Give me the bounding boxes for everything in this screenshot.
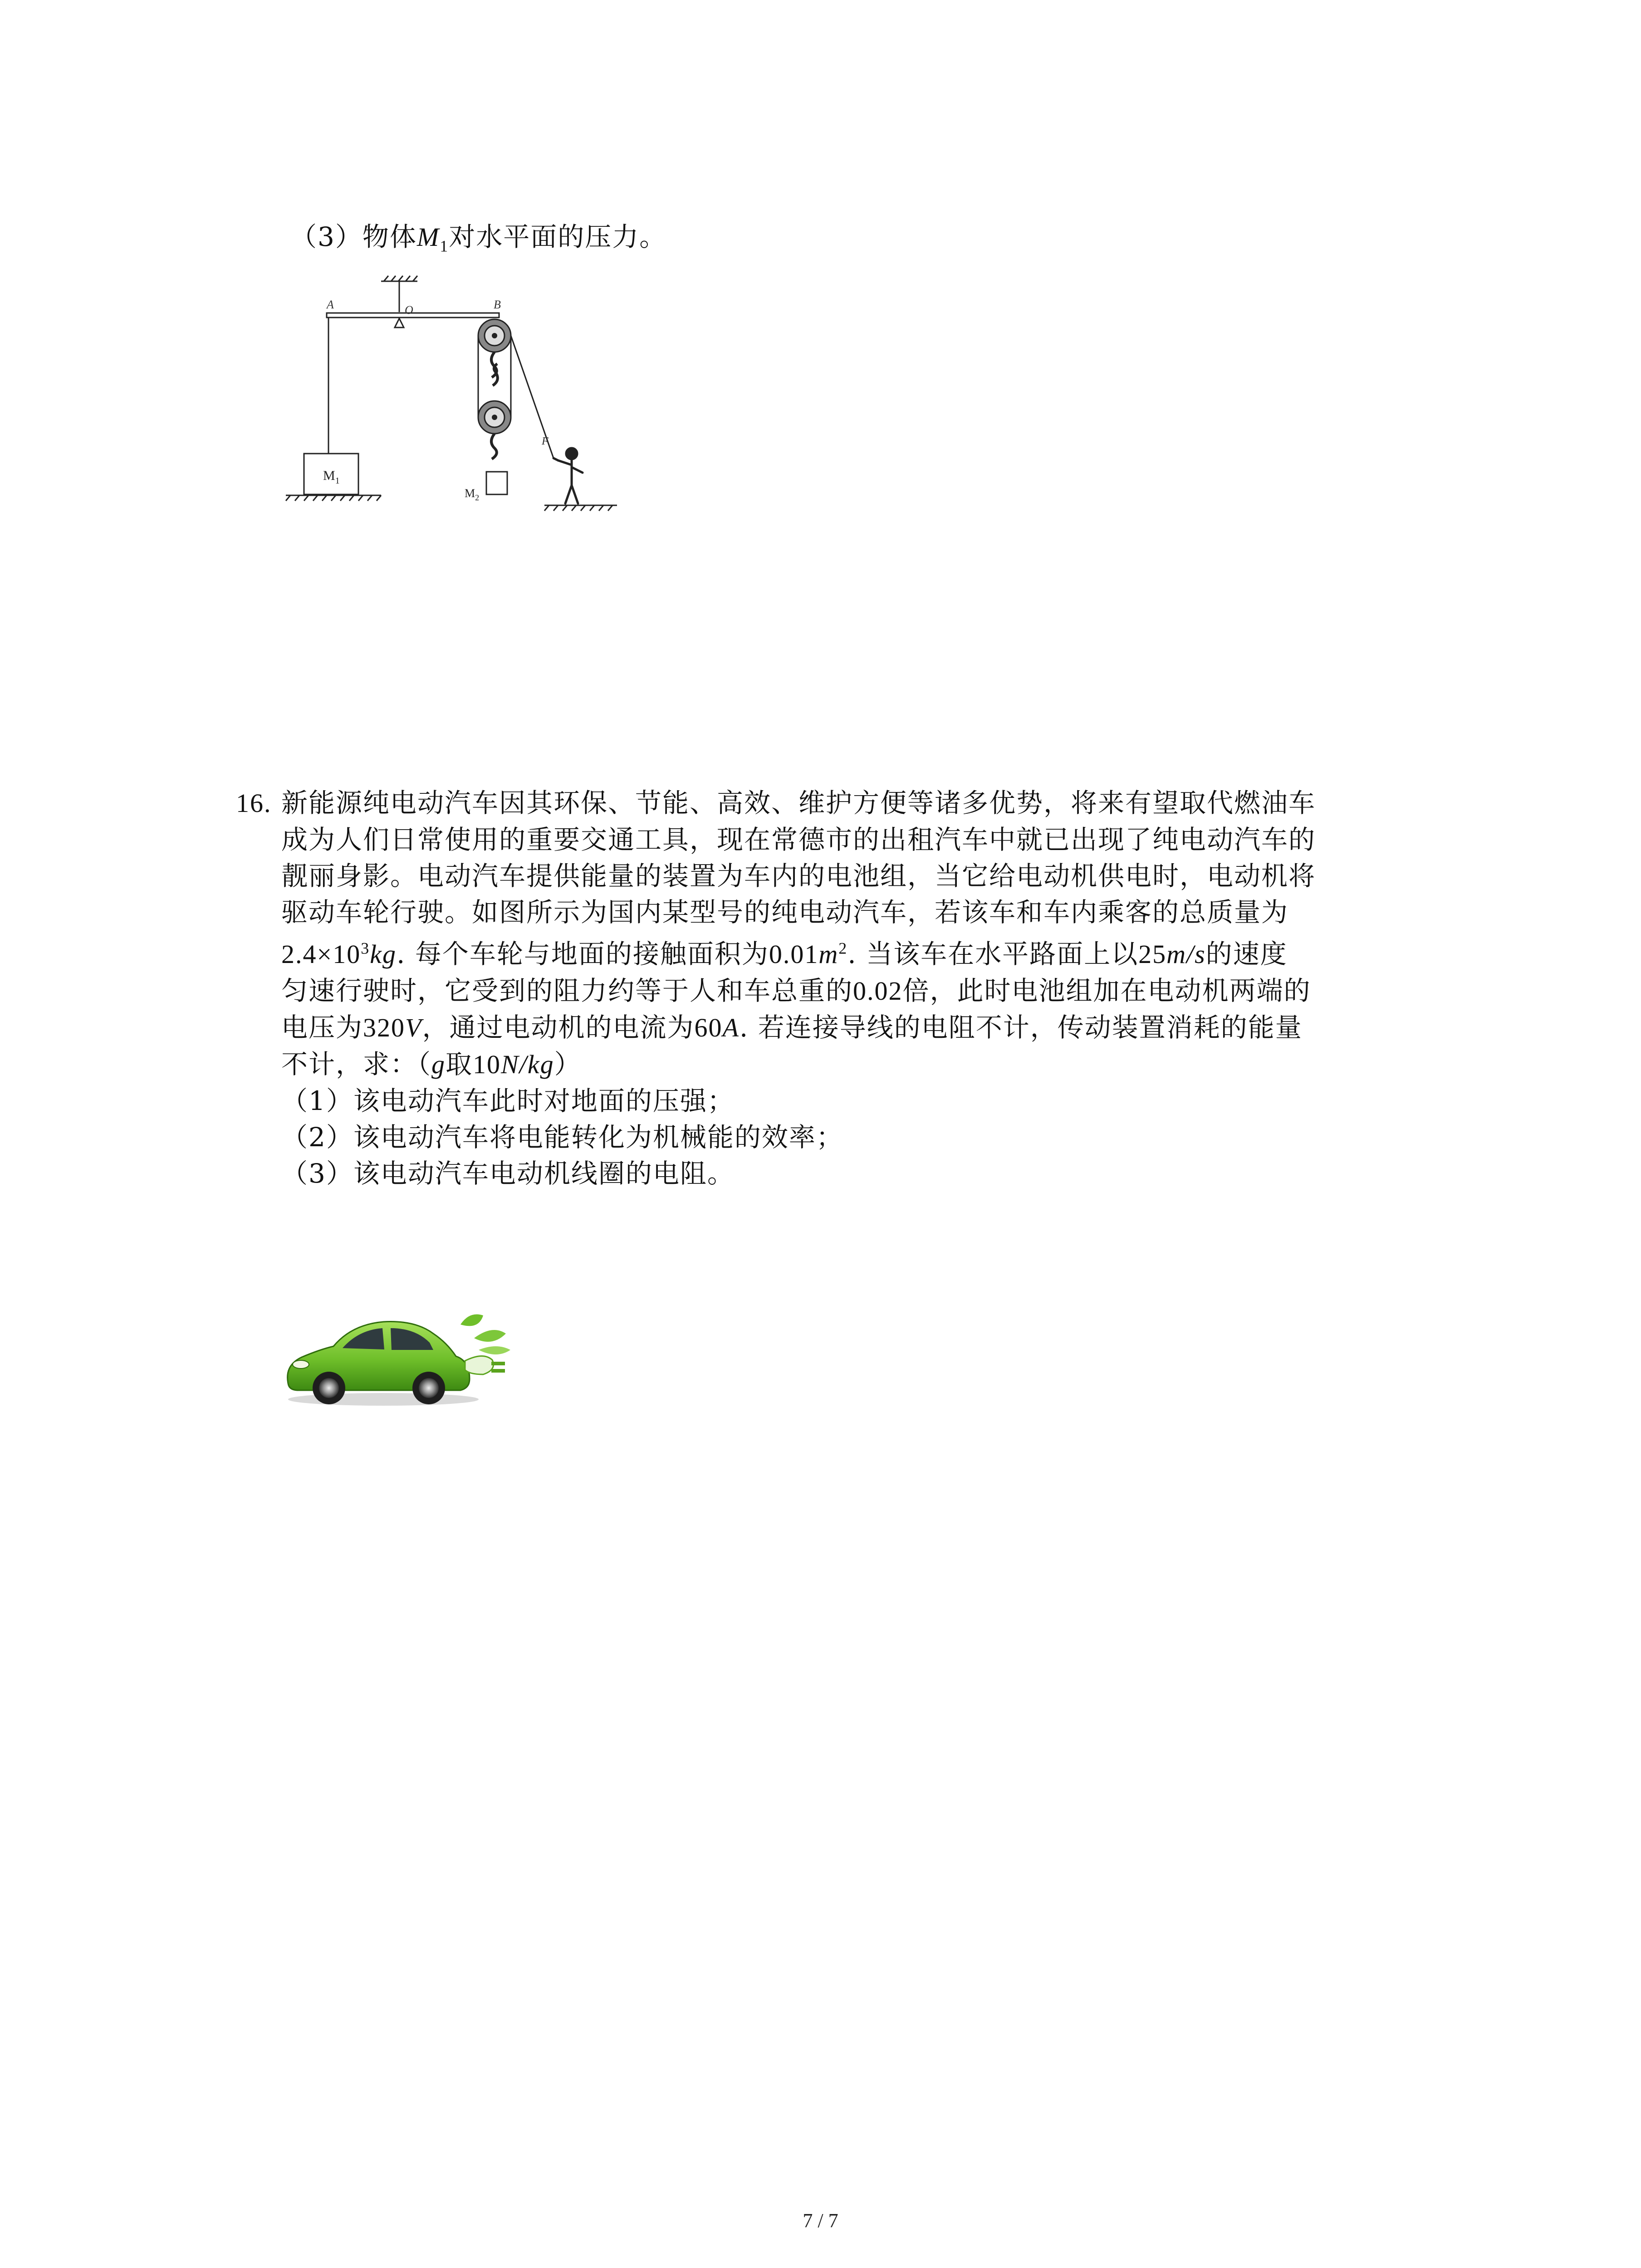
current-unit: A (722, 1013, 740, 1042)
gravity-symbol: g (431, 1050, 446, 1079)
person-figure (554, 448, 583, 503)
block-m2 (486, 472, 507, 494)
q16-line-4: 驱动车轮行驶。如图所示为国内某型号的纯电动汽车，若该车和车内乘客的总质量为 (281, 897, 1289, 928)
q15-sub3-var (416, 222, 449, 255)
q16-line-1 (236, 785, 1316, 821)
label-f: F (542, 435, 549, 447)
mass-exponent: 3 (361, 939, 370, 958)
label-b: B (494, 298, 501, 311)
q15-sub3-tail: 对水平面的压力。 (449, 221, 667, 252)
var-m: M (416, 222, 440, 252)
area-value: 0.01 (769, 939, 819, 969)
q16-line-3: 靓丽身影。电动汽车提供能量的装置为车内的电池组，当它给电动机供电时，电动机将 (281, 860, 1316, 891)
gravity-unit: N/kg (501, 1050, 554, 1079)
lever-pulley-diagram (281, 268, 635, 540)
page-indicator: 7 / 7 (803, 2209, 838, 2232)
movable-pulley (478, 364, 511, 459)
label-m1-sub: 1 (335, 476, 340, 486)
area-exponent: 2 (838, 939, 848, 958)
ground-left (286, 495, 381, 501)
resistance-ratio: 0.02 (853, 976, 903, 1006)
label-m2-sub: 2 (475, 493, 480, 502)
question-16 (236, 785, 1316, 1192)
current-value: 60 (694, 1013, 723, 1042)
label-m2-letter: M (465, 487, 475, 500)
electric-car-image (279, 1306, 515, 1411)
var-m-index: 1 (440, 237, 449, 255)
q16-line8-text-a: 不计，求：（ (281, 1049, 432, 1080)
q16-sub-1: （1）该电动汽车此时对地面的压强； (281, 1085, 735, 1116)
label-m1-letter: M (323, 468, 335, 483)
q16-line5-text-i: 的速度 (1205, 938, 1288, 969)
q16-line-8 (236, 1046, 1316, 1083)
q16-line7-text-d: ，通过电动机的电流为 (422, 1012, 695, 1043)
mass-unit: kg (370, 939, 397, 969)
label-m2 (465, 487, 479, 502)
q16-sub-3: （3）该电动汽车电动机线圈的电阻。 (281, 1158, 735, 1189)
q15-sub3-prefix: （3）物体 (290, 221, 417, 252)
q16-line-6 (236, 973, 1316, 1009)
fulcrum (395, 318, 404, 327)
q16-line8-text-f: ） (554, 1049, 582, 1080)
voltage-value: 320 (363, 1013, 406, 1042)
q16-line5-text-c: . 每个车轮与地面的接触面积为 (396, 938, 769, 969)
voltage-unit: V (405, 1013, 422, 1042)
q15-sub3-text (290, 219, 666, 255)
q16-line5-text-f: . 当该车在水平路面上以 (847, 938, 1139, 969)
gravity-value: 10 (473, 1050, 501, 1079)
label-o: O (405, 303, 413, 317)
question-number: 16. (236, 788, 272, 818)
ground-right (544, 505, 617, 511)
speed-unit: m/s (1166, 939, 1206, 969)
q16-line1-text: 新能源纯电动汽车因其环保、节能、高效、维护方便等诸多优势，将来有望取代燃油车 (281, 787, 1316, 818)
q16-line6-text-a: 匀速行驶时，它受到的阻力约等于人和车总重的 (281, 975, 853, 1006)
q16-line7-text-g: . 若连接导线的电阻不计，传动装置消耗的能量 (739, 1012, 1303, 1043)
mass-coefficient: 2.4×10 (281, 939, 361, 969)
q16-sub-2: （2）该电动汽车将电能转化为机械能的效率； (281, 1122, 843, 1153)
q16-line8-text-c: 取 (446, 1049, 473, 1080)
q16-line-5 (236, 936, 1316, 973)
q16-line6-text-c: 倍，此时电池组加在电动机两端的 (902, 975, 1311, 1006)
q16-line-7 (236, 1009, 1316, 1046)
area-unit: m (818, 939, 839, 969)
speed-value: 25 (1138, 939, 1167, 969)
label-a: A (327, 298, 334, 311)
q16-line-2: 成为人们日常使用的重要交通工具，现在常德市的出租汽车中就已出现了纯电动汽车的 (281, 824, 1316, 855)
q16-line7-text-a: 电压为 (281, 1012, 363, 1043)
